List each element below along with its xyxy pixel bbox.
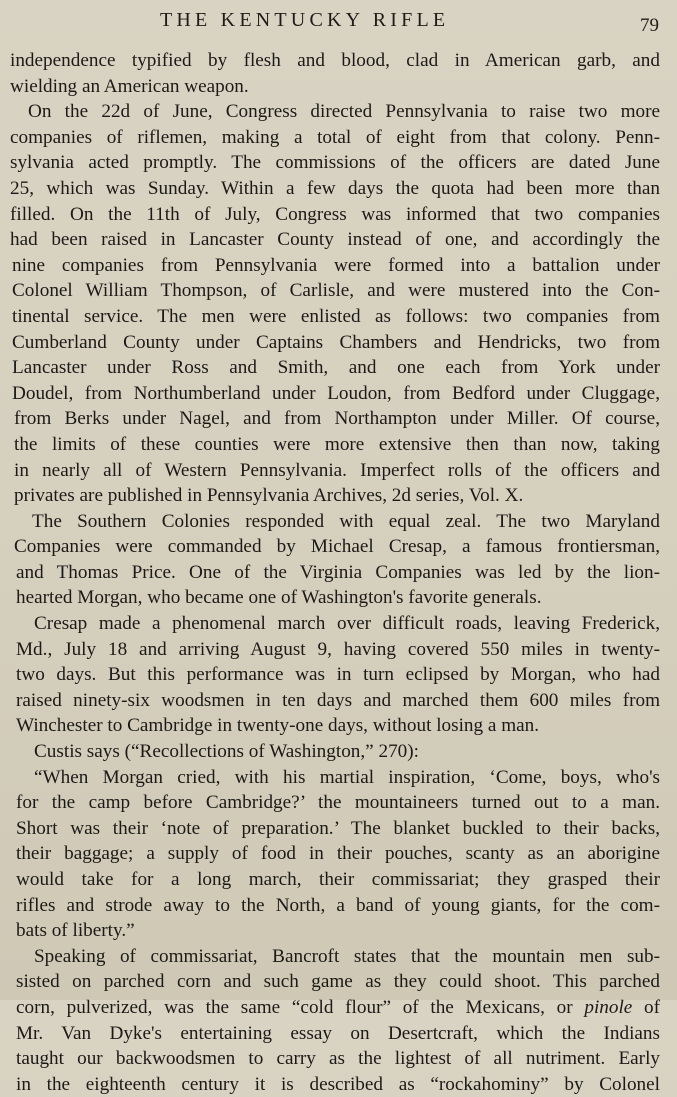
text-line: wielding an American weapon. xyxy=(10,75,249,97)
text-line: privates are published in Pennsylvania Archives, 2d series, Vol. X. xyxy=(14,485,524,507)
text-line: Winchester to Cambridge in twenty-one days, without losing a man. xyxy=(16,715,540,737)
paragraph-start-line: Cresap made a phenomenal march over difficult roads, leaving Frederick, xyxy=(34,613,660,635)
text-line: companies of riflemen, making a total of eight from that colony. Penn- xyxy=(10,126,660,148)
running-title: THE KENTUCKY RIFLE xyxy=(160,9,450,31)
text-line: nine companies from Pennsylvania were formed into a battalion under xyxy=(12,254,660,276)
text-segment: corn, pulverized, was the same “cold flour” of the Mexicans, or xyxy=(16,996,573,1018)
quote-line: bats of liberty.” xyxy=(16,920,135,942)
text-line: two days. But this performance was in turn eclipsed by Morgan, who had xyxy=(16,664,660,686)
text-line: Companies were commanded by Michael Cresap, a famous frontiersman, xyxy=(14,536,660,558)
italic-term: pinole xyxy=(584,996,633,1018)
text-line: in the eighteenth century it is described as “rockahominy” by Colonel xyxy=(16,1073,660,1095)
paragraph-start-line: Speaking of commissariat, Bancroft states that the mountain men sub- xyxy=(34,945,660,967)
text-line: and Thomas Price. One of the Virginia Companies was led by the lion- xyxy=(16,561,660,583)
text-line: 25, which was Sunday. Within a few days the quota had been more than xyxy=(10,177,660,199)
text-line: the limits of these counties were more extensive then than now, taking xyxy=(14,433,660,455)
body-text xyxy=(10,48,660,1097)
text-line: independence typified by flesh and blood, clad in American garb, and xyxy=(10,50,660,71)
quote-line: would take for a long march, their commissariat; they grasped their xyxy=(16,869,660,890)
text-line: Md., July 18 and arriving August 9, having covered 550 miles in twenty- xyxy=(16,638,660,660)
text-segment: of xyxy=(632,996,661,1018)
text-line: taught our backwoodsmen to carry as the lightest of all nutriment. Early xyxy=(16,1048,660,1070)
text-line: filled. On the 11th of July, Congress was informed that two companies xyxy=(10,203,660,225)
text-line: in nearly all of Western Pennsylvania. Imperfect rolls of the officers and xyxy=(14,459,660,481)
text-line: sisted on parched corn and such game as they could shoot. This parched xyxy=(16,971,660,993)
paragraph-start-line: On the 22d of June, Congress directed Pennsylvania to raise two more xyxy=(28,101,660,123)
quote-line: rifles and strode away to the North, a band of young giants, for the com- xyxy=(16,894,660,916)
page-number: 79 xyxy=(640,15,659,36)
text-line: raised ninety-six woodsmen in ten days and marched them 600 miles from xyxy=(16,689,660,711)
running-head xyxy=(0,9,677,39)
text-line: hearted Morgan, who became one of Washington's favorite generals. xyxy=(16,587,542,609)
quote-line: for the camp before Cambridge?’ the mountaineers turned out to a man. xyxy=(16,792,660,814)
text-line: Cumberland County under Captains Chambers and Hendricks, two from xyxy=(12,331,660,353)
text-line: Mr. Van Dyke's entertaining essay on Desertcraft, which the Indians xyxy=(16,1022,660,1044)
text-line: tinental service. The men were enlisted as follows: two companies from xyxy=(12,305,660,327)
text-line: from Berks under Nagel, and from Northampton under Miller. Of course, xyxy=(14,408,660,430)
text-line xyxy=(16,995,660,1021)
paragraph-start-line: Custis says (“Recollections of Washington,” 270): xyxy=(34,741,419,763)
text-line: Colonel William Thompson, of Carlisle, and were mustered into the Con- xyxy=(12,280,660,302)
paragraph-start-line: The Southern Colonies responded with equal zeal. The two Maryland xyxy=(32,510,660,532)
quote-line: their baggage; a supply of food in their pouches, scanty as an aborigine xyxy=(16,843,660,865)
text-line: Lancaster under Ross and Smith, and one each from York under xyxy=(12,357,660,379)
text-line: Doudel, from Northumberland under Loudon, from Bedford under Cluggage, xyxy=(12,382,660,404)
quote-line: Short was their ‘note of preparation.’ The blanket buckled to their backs, xyxy=(16,817,660,839)
text-line: had been raised in Lancaster County instead of one, and accordingly the xyxy=(10,229,660,251)
text-line: sylvania acted promptly. The commissions of the officers are dated June xyxy=(10,152,660,174)
quote-start-line: “When Morgan cried, with his martial inspiration, ‘Come, boys, who's xyxy=(34,766,660,788)
